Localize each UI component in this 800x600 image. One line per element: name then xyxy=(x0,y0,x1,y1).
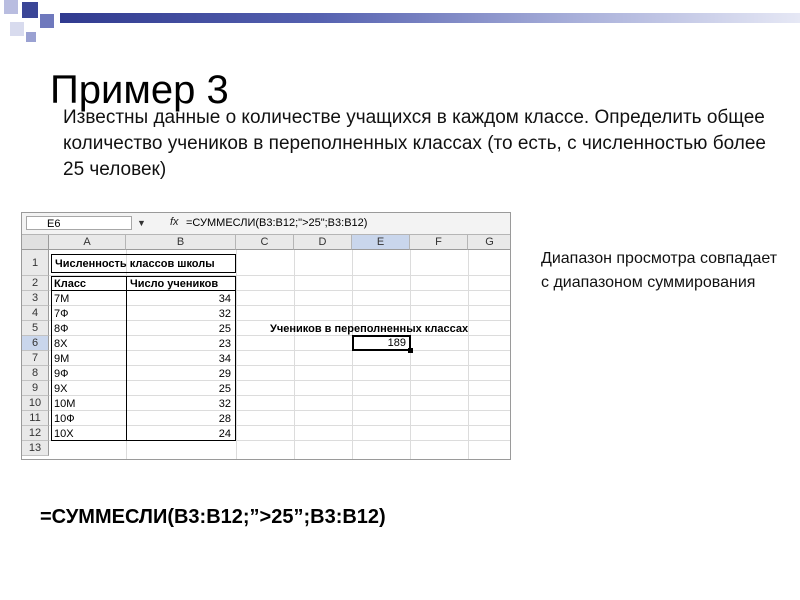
class-cell[interactable]: 9Х xyxy=(54,383,68,395)
class-cell[interactable]: 8Х xyxy=(54,338,68,350)
row-header-11[interactable]: 11 xyxy=(22,411,49,426)
row-header-2[interactable]: 2 xyxy=(22,276,49,291)
row-header-9[interactable]: 9 xyxy=(22,381,49,396)
class-cell[interactable]: 10Ф xyxy=(54,413,75,425)
gridline xyxy=(468,250,469,460)
class-cell[interactable]: 10Х xyxy=(54,428,74,440)
formula-bar xyxy=(22,213,510,235)
column-header-b[interactable]: B xyxy=(126,235,236,250)
select-all-corner[interactable] xyxy=(22,235,49,250)
slide-title: Пример 3 xyxy=(50,68,229,112)
bottom-formula: =СУММЕСЛИ(B3:B12;”>25”;B3:B12) xyxy=(40,506,386,528)
gridline xyxy=(236,250,237,460)
count-cell[interactable]: 32 xyxy=(218,308,231,320)
count-cell[interactable]: 25 xyxy=(218,323,231,335)
top-decor-band xyxy=(0,0,800,48)
column-header-g[interactable]: G xyxy=(468,235,511,250)
row-header-4[interactable]: 4 xyxy=(22,306,49,321)
row-header-6[interactable]: 6 xyxy=(22,336,49,351)
class-cell[interactable]: 9Ф xyxy=(54,368,69,380)
column-header-d[interactable]: D xyxy=(294,235,352,250)
gridline xyxy=(352,250,353,460)
column-header-c[interactable]: C xyxy=(236,235,294,250)
chevron-down-icon[interactable]: ▼ xyxy=(137,218,146,228)
fill-handle[interactable] xyxy=(408,348,413,353)
row-header-12[interactable]: 12 xyxy=(22,426,49,441)
count-cell[interactable]: 32 xyxy=(218,398,231,410)
name-box[interactable]: E6 xyxy=(26,216,132,230)
table-title[interactable]: Численность классов школы xyxy=(55,258,215,270)
fx-icon[interactable]: fx xyxy=(170,216,179,228)
note-text: Диапазон просмотра совпадает с диапазоном суммирования xyxy=(541,250,778,291)
class-cell[interactable]: 8Ф xyxy=(54,323,69,335)
count-cell[interactable]: 25 xyxy=(218,383,231,395)
class-cell[interactable]: 7М xyxy=(54,293,70,305)
count-cell[interactable]: 34 xyxy=(218,353,231,365)
decor-square xyxy=(26,32,36,42)
row-header-1[interactable]: 1 xyxy=(22,250,49,276)
task-text: Известны данные о количестве учащихся в каждом классе. Определить общее количество учеников в переполненных классах (то есть, с численностью более 25 человек) xyxy=(63,107,766,180)
row-header-10[interactable]: 10 xyxy=(22,396,49,411)
row-header-5[interactable]: 5 xyxy=(22,321,49,336)
row-header-7[interactable]: 7 xyxy=(22,351,49,366)
decor-gradient-line xyxy=(60,13,800,23)
formula-text[interactable]: =СУММЕСЛИ(B3:B12;">25";B3:B12) xyxy=(186,217,368,229)
row-header-8[interactable]: 8 xyxy=(22,366,49,381)
count-cell[interactable]: 23 xyxy=(218,338,231,350)
row-header-3[interactable]: 3 xyxy=(22,291,49,306)
gridline xyxy=(410,250,411,460)
gridline xyxy=(294,250,295,460)
class-cell[interactable]: 7Ф xyxy=(54,308,69,320)
column-header-a[interactable]: A xyxy=(49,235,126,250)
decor-square xyxy=(40,14,54,28)
overflow-label[interactable]: Учеников в переполненных классах xyxy=(270,323,469,335)
count-cell[interactable]: 24 xyxy=(218,428,231,440)
row-header-13[interactable]: 13 xyxy=(22,441,49,456)
header-count[interactable]: Число учеников xyxy=(130,278,219,290)
header-class[interactable]: Класс xyxy=(54,278,87,290)
result-cell[interactable]: 189 xyxy=(387,337,406,349)
decor-square xyxy=(10,22,24,36)
class-cell[interactable]: 9М xyxy=(54,353,70,365)
decor-square xyxy=(22,2,38,18)
count-cell[interactable]: 29 xyxy=(218,368,231,380)
class-cell[interactable]: 10М xyxy=(54,398,76,410)
count-cell[interactable]: 34 xyxy=(218,293,231,305)
spreadsheet xyxy=(21,212,511,460)
count-cell[interactable]: 28 xyxy=(218,413,231,425)
column-header-e[interactable]: E xyxy=(352,235,410,250)
decor-square xyxy=(4,0,18,14)
column-header-f[interactable]: F xyxy=(410,235,468,250)
